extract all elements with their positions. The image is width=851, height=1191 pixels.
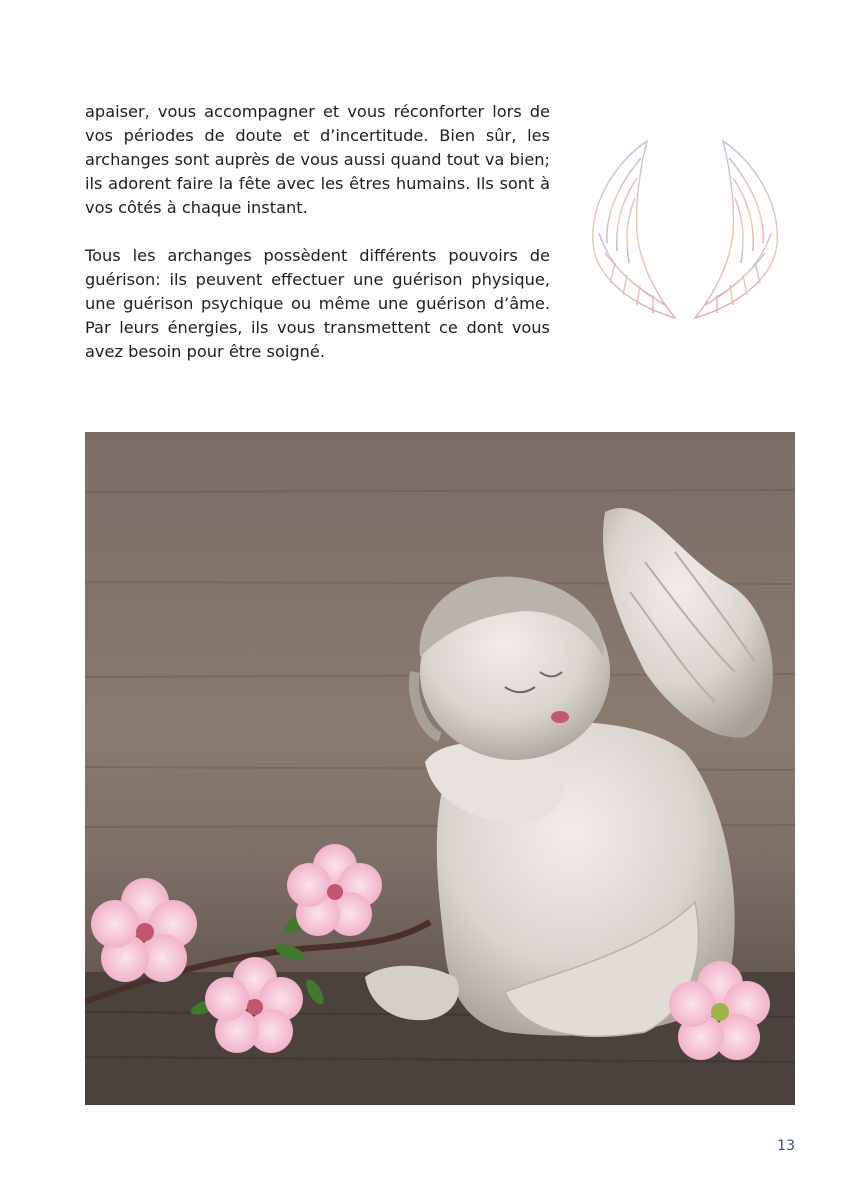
paragraph-2: Tous les archanges possèdent différents pouvoirs de guérison: ils peuvent effectuer une guérison physique, une guérison psychique ou même une guérison d’âme. Par leurs énergies, ils vous transmettent ce dont vous avez besoin pour être soigné. bbox=[85, 246, 550, 361]
body-text bbox=[85, 100, 550, 388]
paragraph-1: apaiser, vous accompagner et vous réconforter lors de vos périodes de doute et d’incertitude. Bien sûr, les archanges sont auprès de vous aussi quand tout va bien; ils adorent faire la fête avec les êtres humains. Ils sont à vos côtés à chaque instant. bbox=[85, 102, 550, 217]
angel-wings-icon bbox=[585, 133, 785, 328]
cherub-statue-with-blossoms-photo bbox=[85, 432, 795, 1105]
page-number: 13 bbox=[777, 1138, 795, 1154]
